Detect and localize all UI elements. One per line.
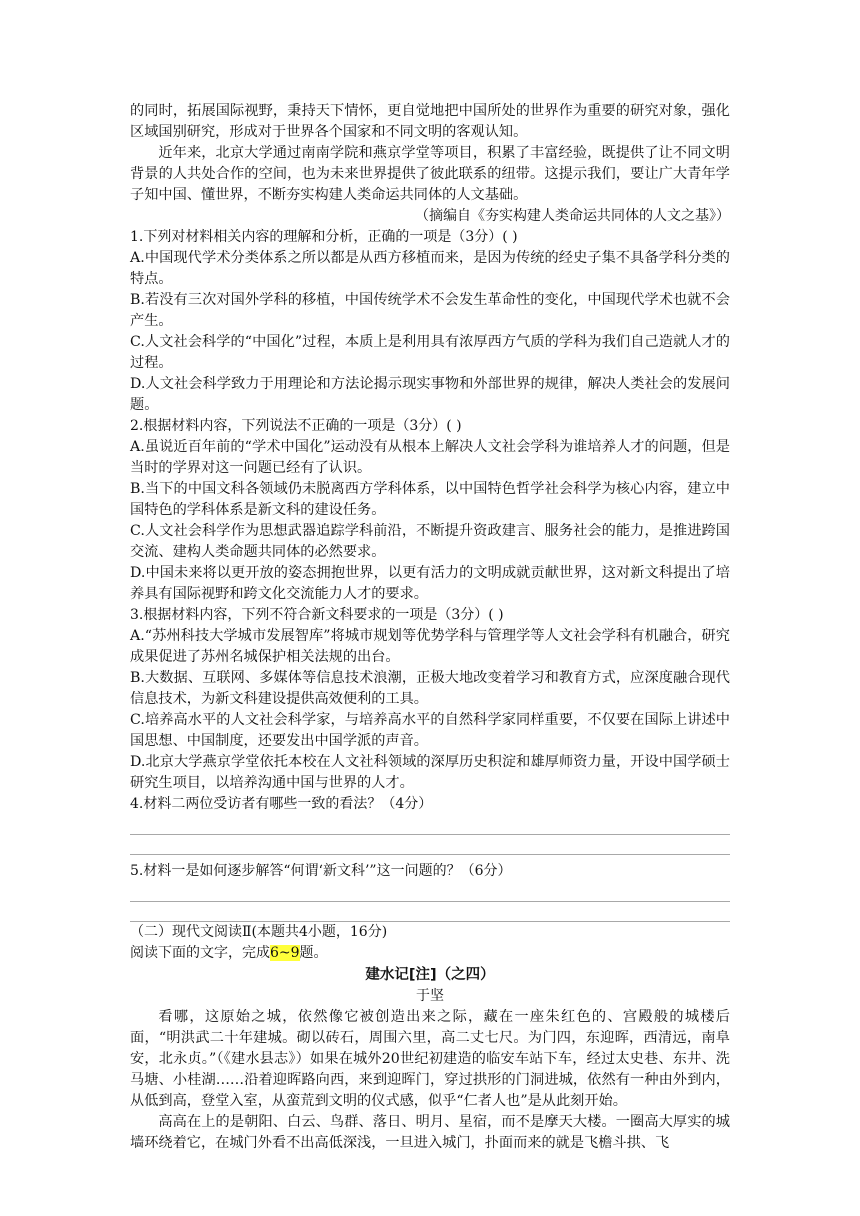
option-b: B.若没有三次对国外学科的移植，中国传统学术不会发生革命性的变化，中国现代学术也就不会产生。 <box>130 292 730 329</box>
document-page <box>130 101 730 1154</box>
article-paragraph: 看哪，这原始之城，依然像它被创造出来之际，藏在一座朱红色的、宫殿般的城楼后面，“明洪武二十年建城。砌以砖石，周围六里，高二丈七尺。为门四，东迎晖，西清远，南阜安，北永贞。”（《建水县志》）如果在城外20世纪初建造的临安车站下车，经过太史巷、东井、洗马塘、小桂湖……沿着迎晖路向西，来到迎晖门，穿过拱形的门洞进城，依然有一种由外到内，从低到高，登堂入室，从蛮荒到文明的仪式感，似乎“仁者人也”是从此刻开始。 <box>130 1009 730 1109</box>
option-d: D.人文社会科学致力于用理论和方法论揭示现实事物和外部世界的规律，解决人类社会的发展问题。 <box>130 376 730 413</box>
question-stem: 2.根据材料内容，下列说法不正确的一项是（3分）( ) <box>130 418 462 434</box>
question-5 <box>130 861 730 922</box>
option-c: C.人文社会科学的“中国化”过程，本质上是利用具有浓厚西方气质的学科为我们自己造就人才的过程。 <box>130 334 730 371</box>
section-instruction <box>130 943 730 964</box>
option-a: A.“苏州科技大学城市发展智库”将城市规划等优势学科与管理学等人文社会学科有机融合，研究成果促进了苏州名城保护相关法规的出台。 <box>130 628 730 665</box>
option-c: C.人文社会科学作为思想武器追踪学科前沿，不断提升资政建言、服务社会的能力，是推进跨国交流、建构人类命题共同体的必然要求。 <box>130 523 730 560</box>
question-stem: 4.材料二两位受访者有哪些一致的看法？（4分） <box>130 796 433 812</box>
question-2 <box>130 416 730 605</box>
answer-line[interactable] <box>130 902 730 922</box>
highlighted-range: 6~9 <box>270 945 300 961</box>
passage-source: （摘编自《夯实构建人类命运共同体的人文之基》） <box>415 208 730 224</box>
option-a: A.中国现代学术分类体系之所以都是从西方移植而来，是因为传统的经史子集不具备学科分类的特点。 <box>130 250 730 287</box>
question-stem: 1.下列对材料相关内容的理解和分析，正确的一项是（3分）( ) <box>130 229 518 245</box>
answer-line[interactable] <box>130 815 730 835</box>
instruction-text: 题。 <box>299 945 328 961</box>
answer-line[interactable] <box>130 882 730 902</box>
article-author: 于坚 <box>416 988 444 1004</box>
article-paragraph: 高高在上的是朝阳、白云、鸟群、落日、明月、星宿，而不是摩天大楼。一圈高大厚实的城墙环绕着它，在城门外看不出高低深浅，一旦进入城门，扑面而来的就是飞檐斗拱、飞 <box>130 1114 730 1151</box>
question-stem: 5.材料一是如何逐步解答“何谓‘新文科’”这一问题的？（6分） <box>130 863 512 879</box>
option-a: A.虽说近百年前的“学术中国化”运动没有从根本上解决人文社会学科为谁培养人才的问题，但是当时的学界对这一问题已经有了认识。 <box>130 439 730 476</box>
option-d: D.中国未来将以更开放的姿态拥抱世界，以更有活力的文明成就贡献世界，这对新文科提出了培养具有国际视野和跨文化交流能力人才的要求。 <box>130 565 730 602</box>
answer-line[interactable] <box>130 835 730 855</box>
option-c: C.培养高水平的人文社会科学家，与培养高水平的自然科学家同样重要，不仅要在国际上讲述中国思想、中国制度，还要发出中国学派的声音。 <box>130 712 730 749</box>
passage-paragraph: 近年来，北京大学通过南南学院和燕京学堂等项目，积累了丰富经验，既提供了让不同文明背景的人共处合作的空间，也为未来世界提供了彼此联系的纽带。这提示我们，要让广大青年学子知中国、懂世界，不断夯实构建人类命运共同体的人文基础。 <box>130 145 730 203</box>
article-title: 建水记[注]（之四） <box>365 967 495 983</box>
question-3 <box>130 605 730 794</box>
section-heading: （二）现代文阅读Ⅱ(本题共4小题，16分) <box>130 924 388 940</box>
option-d: D.北京大学燕京学堂依托本校在人文社科领域的深厚历史积淀和雄厚师资力量，开设中国学硕士研究生项目，以培养沟通中国与世界的人才。 <box>130 754 730 791</box>
option-b: B.当下的中国文科各领域仍未脱离西方学科体系，以中国特色哲学社会科学为核心内容，建立中国特色的学科体系是新文科的建设任务。 <box>130 481 730 518</box>
question-4 <box>130 794 730 855</box>
question-1 <box>130 227 730 416</box>
option-b: B.大数据、互联网、多媒体等信息技术浪潮，正极大地改变着学习和教育方式，应深度融合现代信息技术，为新文科建设提供高效便利的工具。 <box>130 670 730 707</box>
passage-paragraph: 的同时，拓展国际视野，秉持天下情怀，更自觉地把中国所处的世界作为重要的研究对象，强化区域国别研究，形成对于世界各个国家和不同文明的客观认知。 <box>130 103 730 140</box>
instruction-text: 阅读下面的文字，完成 <box>130 945 270 961</box>
question-stem: 3.根据材料内容，下列不符合新文科要求的一项是（3分）( ) <box>130 607 504 623</box>
